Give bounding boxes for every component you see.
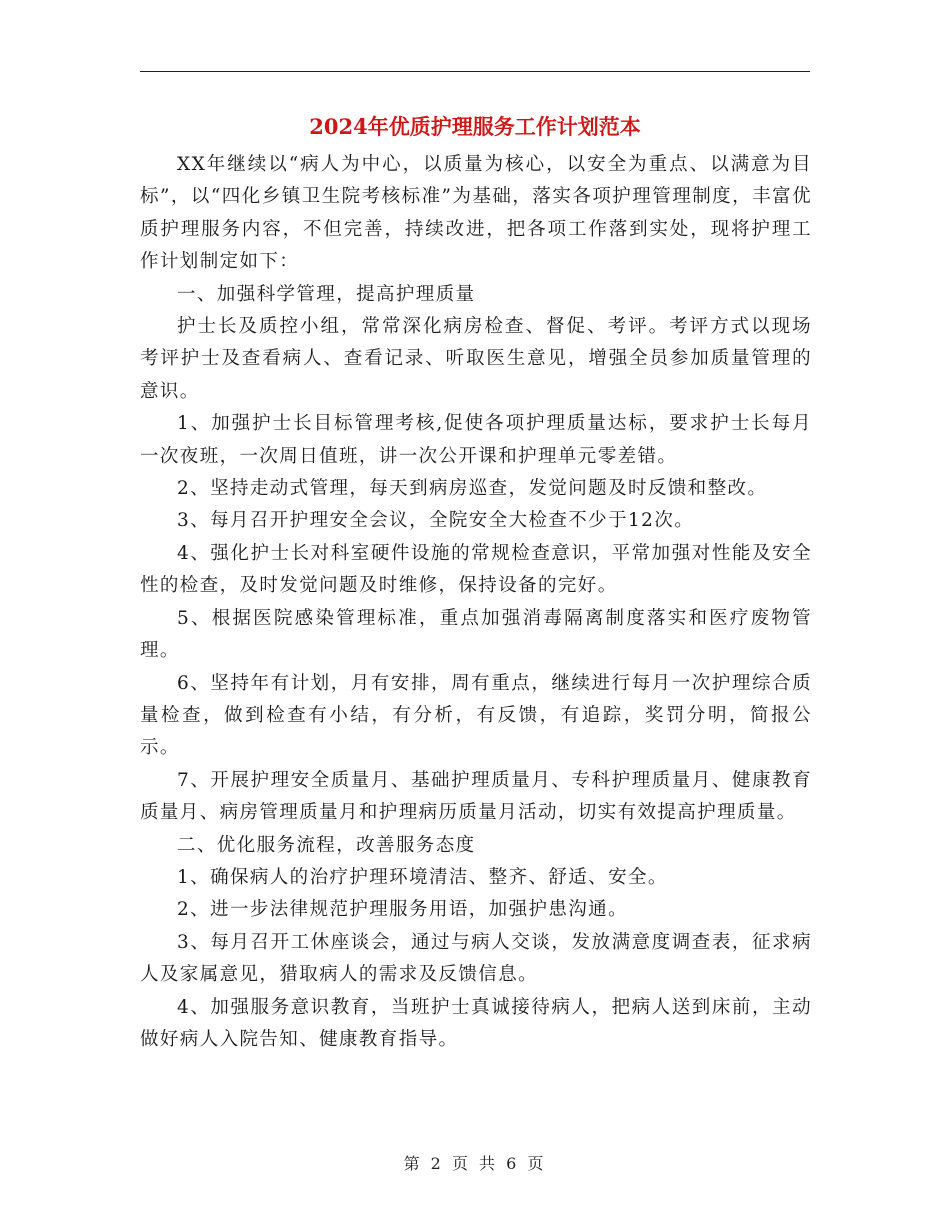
document-body [140,149,812,1056]
header-rule [140,71,810,72]
document-title: 2024年优质护理服务工作计划范本 [309,114,641,139]
list-item: 2、进一步法律规范护理服务用语，加强护患沟通。 [177,899,628,921]
paragraph-intro: XX年继续以“病人为中心，以质量为核心，以安全为重点、以满意为目标”，以“四化乡镇卫生院考核标准”为基础，落实各项护理管理制度，丰富优质护理服务内容，不但完善，持续改进，把各项工作落到实处，现将护理工作计划制定如下： [140,154,812,273]
list-item: 6、坚持年有计划，月有安排，周有重点，继续进行每月一次护理综合质量检查，做到检查有小结，有分析，有反馈，有追踪，奖罚分明，简报公示。 [140,672,812,759]
list-item: 3、每月召开护理安全会议，全院安全大检查不少于12次。 [177,510,695,532]
list-item: 3、每月召开工休座谈会，通过与病人交谈，发放满意度调查表，征求病人及家属意见，猎取病人的需求及反馈信息。 [140,931,812,986]
section-heading-1: 一、加强科学管理，提高护理质量 [177,283,476,305]
list-item: 4、强化护士长对科室硬件设施的常规检查意识，平常加强对性能及安全性的检查，及时发觉问题及时维修，保持设备的完好。 [140,542,812,597]
list-item: 1、加强护士长目标管理考核,促使各项护理质量达标，要求护士长每月一次夜班，一次周日值班，讲一次公开课和护理单元零差错。 [140,413,812,467]
paragraph-quality-control: 护士长及质控小组，常常深化病房检查、督促、考评。考评方式以现场考评护士及查看病人、查看记录、听取医生意见，增强全员参加质量管理的意识。 [140,316,812,402]
section-heading-2: 二、优化服务流程，改善服务态度 [177,834,476,856]
list-item: 1、确保病人的治疗护理环境清洁、整齐、舒适、安全。 [177,866,668,888]
list-item: 2、坚持走动式管理，每天到病房巡查，发觉问题及时反馈和整改。 [177,478,768,500]
list-item: 7、开展护理安全质量月、基础护理质量月、专科护理质量月、健康教育质量月、病房管理质量月和护理病历质量月活动，切实有效提高护理质量。 [140,769,812,824]
list-item: 5、根据医院感染管理标准，重点加强消毒隔离制度落实和医疗废物管理。 [140,607,812,662]
page-number: 第 2 页 共 6 页 [403,1154,547,1173]
list-item: 4、加强服务意识教育，当班护士真诚接待病人，把病人送到床前，主动做好病人入院告知、健康教育指导。 [140,996,812,1050]
